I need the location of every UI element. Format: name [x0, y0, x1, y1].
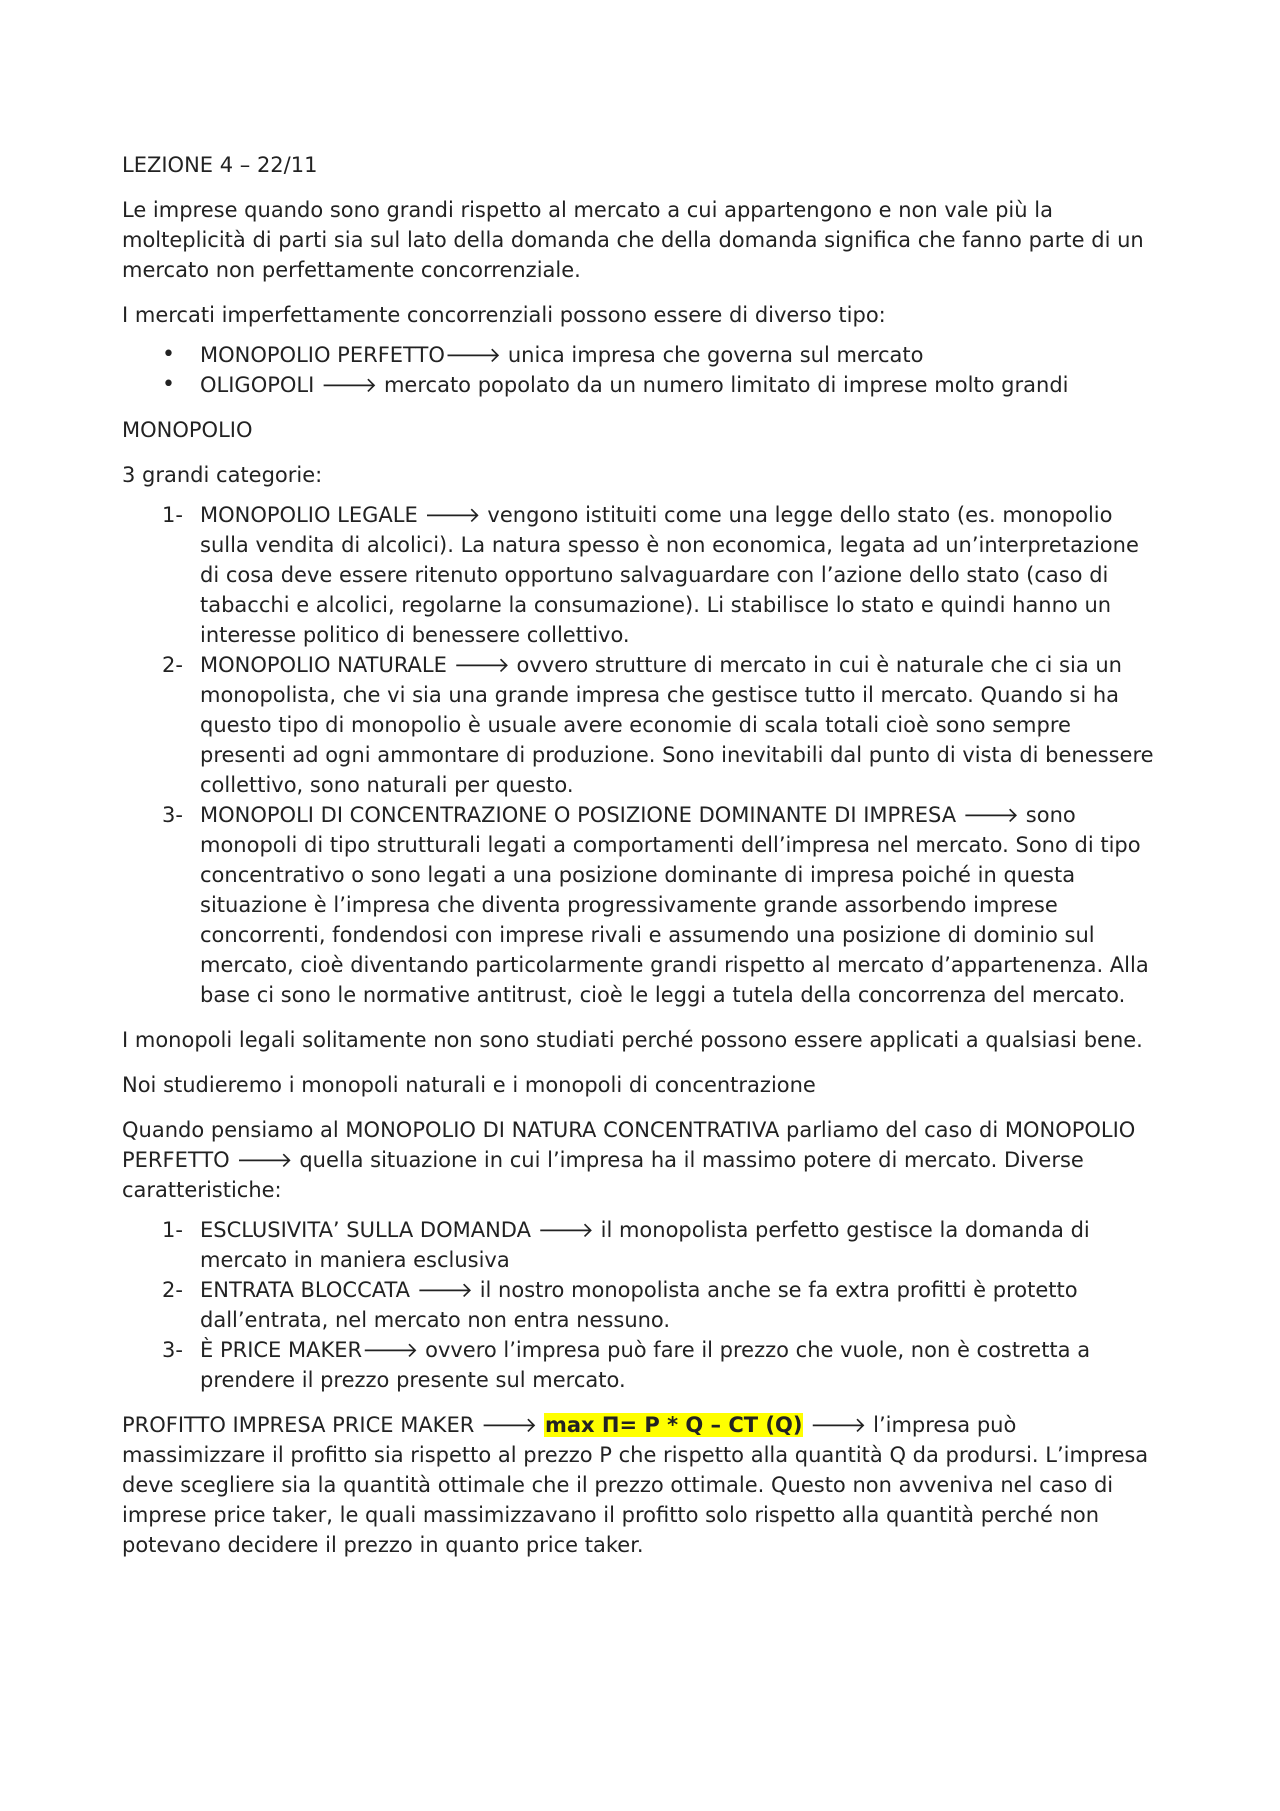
market-types-list [122, 340, 1162, 400]
list-number: 3- [162, 803, 183, 827]
profit-lead: PROFITTO IMPRESA PRICE MAKER 🡒 [122, 1413, 544, 1437]
list-text: MONOPOLIO LEGALE 🡒 vengono istituiti come una legge dello stato (es. monopolio sulla vendita di alcolici). La natura spesso è non economica, legata ad un’interpretazione di cosa deve essere ritenuto opportuno salvaguardare con l’azione dello stato (caso di tabacchi e alcolici, regolarne la consumazione). Li stabilisce lo stato e quindi hanno un interesse politico di benessere collettivo. [200, 503, 1139, 647]
categories-intro: 3 grandi categorie: [122, 463, 323, 487]
list-item [122, 1335, 1162, 1395]
list-text: MONOPOLI DI CONCENTRAZIONE O POSIZIONE DOMINANTE DI IMPRESA 🡒 sono monopoli di tipo strutturali legati a comportamenti dell’impresa nel mercato. Sono di tipo concentrativo o sono legati a una posizione dominante di impresa poiché in questa situazione è l’impresa che diventa progressivamente grande assorbendo imprese concorrenti, fondendosi con imprese rivali e assumendo una posizione di dominio sul mercato, cioè diventando particolarmente grandi rispetto al mercato d’appartenenza. Alla base ci sono le normative antitrust, cioè le leggi a tutela della concorrenza del mercato. [200, 803, 1149, 1007]
document-page [122, 150, 1162, 1575]
list-number: 2- [162, 1278, 183, 1302]
legali-note: I monopoli legali solitamente non sono studiati perché possono essere applicati a qualsiasi bene. [122, 1028, 1143, 1052]
study-note: Noi studieremo i monopoli naturali e i monopoli di concentrazione [122, 1073, 816, 1097]
list-number: 1- [162, 503, 183, 527]
intro-paragraph: Le imprese quando sono grandi rispetto al mercato a cui appartengono e non vale più la molteplicità di parti sia sul lato della domanda che della domanda significa che fanno parte di un mercato non perfettamente concorrenziale. [122, 198, 1144, 282]
characteristics-list [122, 1215, 1162, 1395]
list-number: 1- [162, 1218, 183, 1242]
list-number: 2- [162, 653, 183, 677]
profit-formula-highlight: max Π= P * Q – CT (Q) [544, 1413, 803, 1437]
list-text: È PRICE MAKER🡒 ovvero l’impresa può fare il prezzo che vuole, non è costretta a prendere il prezzo presente sul mercato. [200, 1338, 1091, 1392]
profit-paragraph [122, 1410, 1162, 1560]
lesson-header: LEZIONE 4 – 22/11 [122, 153, 318, 177]
list-text: ENTRATA BLOCCATA 🡒 il nostro monopolista anche se fa extra profitti è protetto dall’entrata, nel mercato non entra nessuno. [200, 1278, 1078, 1332]
list-item [122, 800, 1162, 1010]
list-text: MONOPOLIO NATURALE 🡒 ovvero strutture di mercato in cui è naturale che ci sia un monopolista, che vi sia una grande impresa che gestisce tutto il mercato. Quando si ha questo tipo di monopolio è usuale avere economie di scala totali cioè sono sempre presenti ad ogni ammontare di produzione. Sono inevitabili dal punto di vista di benessere collettivo, sono naturali per questo. [200, 653, 1154, 797]
list-number: 3- [162, 1338, 183, 1362]
list-item [122, 650, 1162, 800]
list-item [122, 500, 1162, 650]
categories-list [122, 500, 1162, 1010]
list-text: ESCLUSIVITA’ SULLA DOMANDA 🡒 il monopolista perfetto gestisce la domanda di mercato in maniera esclusiva [200, 1218, 1090, 1272]
profit-tail: 🡒 l’impresa può massimizzare il profitto sia rispetto al prezzo P che rispetto alla quantità Q da prodursi. L’impresa deve scegliere sia la quantità ottimale che il prezzo ottimale. Questo non avveniva nel caso di imprese price taker, le quali massimizzavano il profitto solo rispetto alla quantità perché non potevano decidere il prezzo in quanto price taker. [122, 1413, 1149, 1557]
list-item [122, 1215, 1162, 1275]
markets-intro: I mercati imperfettamente concorrenziali possono essere di diverso tipo: [122, 303, 886, 327]
list-item: • MONOPOLIO PERFETTO🡒 unica impresa che governa sul mercato [122, 340, 1162, 370]
perfetto-intro: Quando pensiamo al MONOPOLIO DI NATURA CONCENTRATIVA parliamo del caso di MONOPOLIO PERFETTO 🡒 quella situazione in cui l’impresa ha il massimo potere di mercato. Diverse caratteristiche: [122, 1118, 1136, 1202]
monopolio-heading: MONOPOLIO [122, 418, 253, 442]
list-item: • OLIGOPOLI 🡒 mercato popolato da un numero limitato di imprese molto grandi [122, 370, 1162, 400]
list-item [122, 1275, 1162, 1335]
